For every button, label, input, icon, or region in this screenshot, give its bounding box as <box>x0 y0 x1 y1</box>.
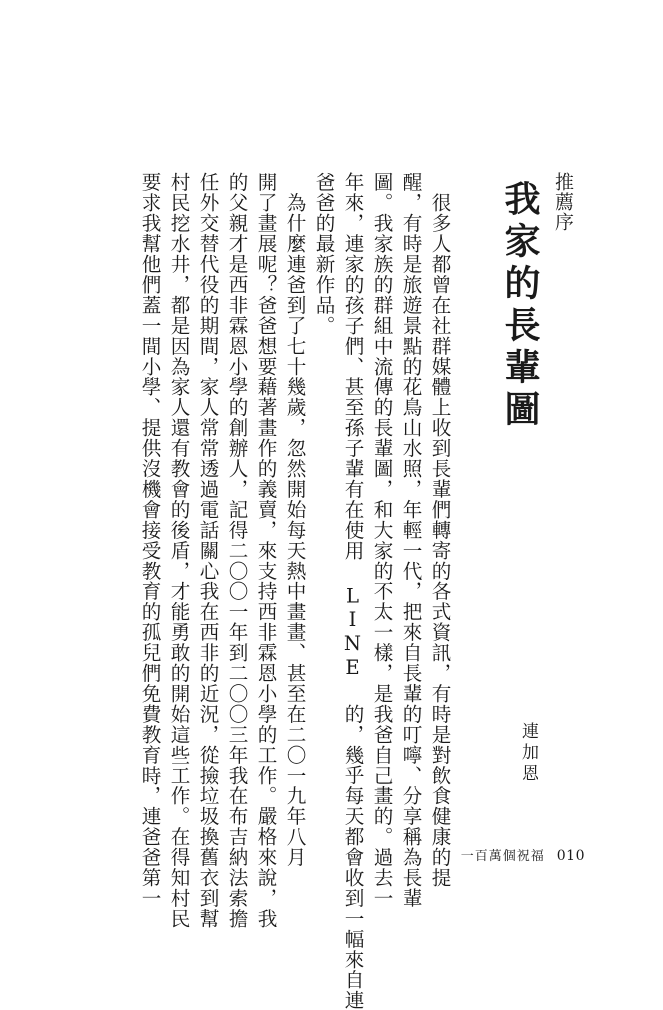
text-column: 圖。我家族的群組中流傳的長輩圖，和大家的不太一樣，是我爸自己畫的。過去一 <box>370 172 393 909</box>
text-column: 任外交替代役的期間，家人常常透過電話關心我在西非的近況，從撿垃圾換舊衣到幫 <box>196 172 219 929</box>
text-column: 爸爸的最新作品。 <box>312 172 335 336</box>
text-column: 很多人都曾在社群媒體上收到長輩們轉寄的各式資訊，有時是對飲食健康的提 <box>428 172 451 888</box>
text-column: 為什麼連爸到了七十幾歲，忽然開始每天熱中畫畫、甚至在二〇一九年八月 <box>283 172 306 868</box>
author-name: 連加恩 <box>518 722 538 785</box>
page-footer <box>461 845 585 864</box>
text-column: 的父親才是西非霖恩小學的創辦人，記得二〇〇一年到二〇〇三年我在布吉納法索擔 <box>225 172 248 929</box>
page-number: 010 <box>556 848 585 864</box>
body-text <box>135 172 454 1010</box>
text-column: 年來，連家的孩子們、甚至孫子輩有在使用 LINE 的，幾乎每天都會收到一幅來自連 <box>341 172 364 1010</box>
text-column: 開了畫展呢？爸爸想要藉著畫作的義賣，來支持西非霖恩小學的工作。嚴格來說，我 <box>254 172 277 929</box>
running-title: 一百萬個祝福 <box>460 849 545 864</box>
text-column: 醒，有時是旅遊景點的花鳥山水照，年輕一代，把來自長輩的叮嚀、分享稱為長輩 <box>399 172 422 909</box>
text-column: 村民挖水井，都是因為家人還有教會的後盾，才能勇敢的開始這些工作。在得知村民 <box>167 172 190 929</box>
text-column: 要求我幫他們蓋一間小學、提供沒機會接受教育的孤兒們免費教育時，連爸爸第一 <box>138 172 161 909</box>
page-title: 我家的長輩圖 <box>499 180 541 432</box>
section-label: 推薦序 <box>552 172 574 232</box>
